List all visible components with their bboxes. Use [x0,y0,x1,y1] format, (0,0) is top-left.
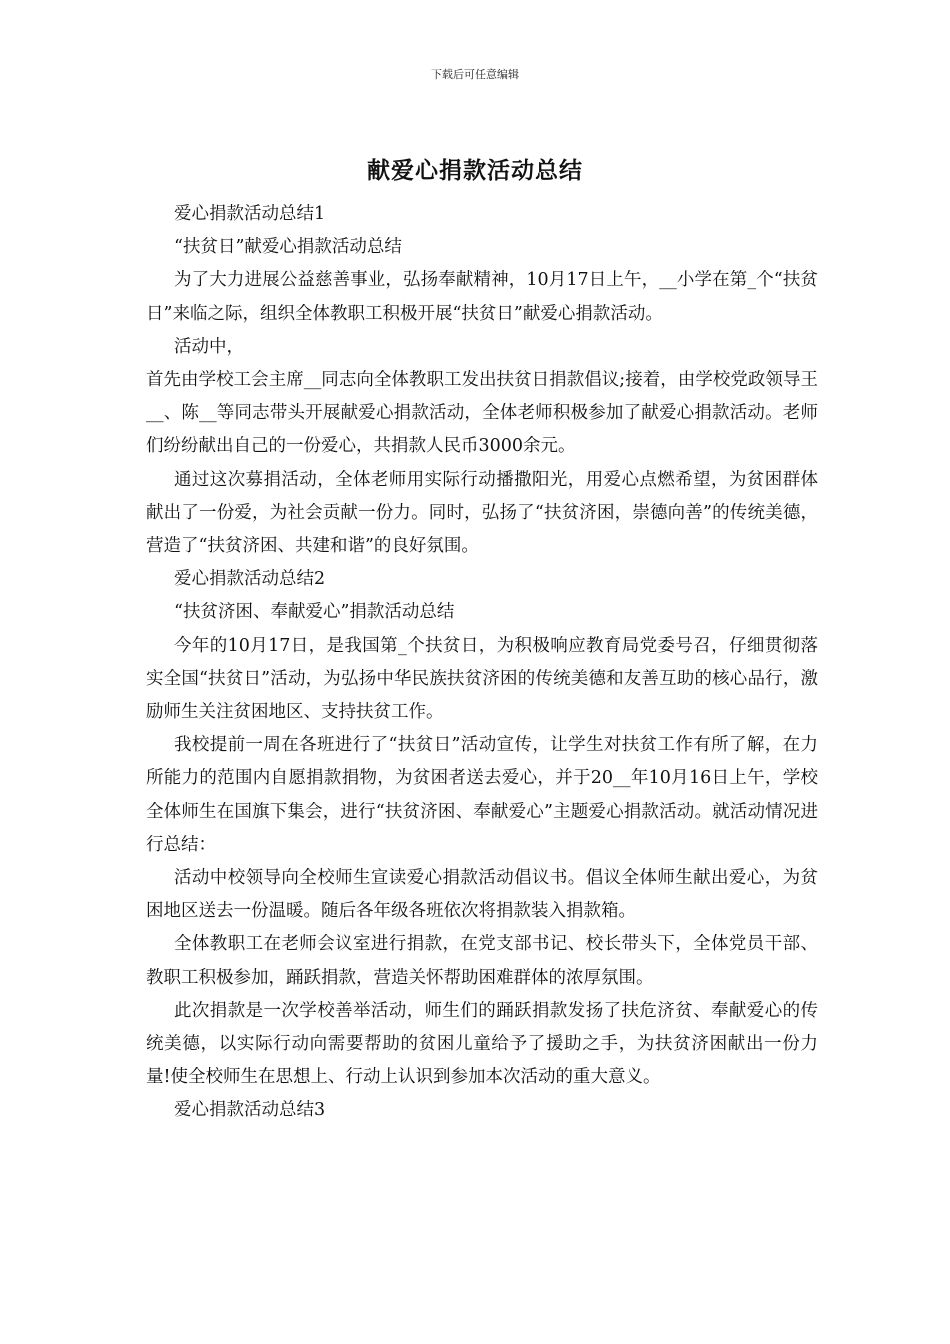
paragraph: 活动中， [174,336,244,357]
document-title: 献爱心捐款活动总结 [367,157,583,184]
paragraph: 全体教职工在老师会议室进行捐款，在党支部书记、校长带头下，全体党员干部、教职工积极参加，踊跃捐款，营造关怀帮助困难群体的浓厚氛围。 [146,934,818,988]
paragraph: 通过这次募捐活动，全体老师用实际行动播撒阳光，用爱心点燃希望，为贫困群体献出了一份爱，为社会贡献一份力。同时，弘扬了“扶贫济困，崇德向善”的传统美德，营造了“扶贫济困、共建和谐”的良好氛围。 [146,469,818,557]
subtitle-2: “扶贫济困、奉献爱心”捐款活动总结 [174,602,455,623]
paragraph: 为了大力进展公益慈善事业，弘扬奉献精神，10月17日上午，__小学在第_个“扶贫日”来临之际，组织全体教职工积极开展“扶贫日”献爱心捐款活动。 [146,270,818,324]
section-heading-1: 爱心捐款活动总结1 [174,204,326,224]
section-heading-3: 爱心捐款活动总结3 [174,1100,326,1121]
paragraph: 首先由学校工会主席__同志向全体教职工发出扶贫日捐款倡议;接着，由学校党政领导王__、陈__等同志带头开展献爱心捐款活动，全体老师积极参加了献爱心捐款活动。老师们纷纷献出自己的一份爱心，共捐款人民币3000余元。 [146,370,818,457]
paragraph: 今年的10月17日，是我国第_个扶贫日，为积极响应教育局党委号召，仔细贯彻落实全国“扶贫日”活动，为弘扬中华民族扶贫济困的传统美德和友善互助的核心品行，激励师生关注贫困地区、支持扶贫工作。 [146,635,818,723]
header-note: 下载后可任意编辑 [431,68,519,81]
section-heading-2: 爱心捐款活动总结2 [174,569,326,590]
paragraph: 我校提前一周在各班进行了“扶贫日”活动宣传，让学生对扶贫工作有所了解，在力所能力的范围内自愿捐款捐物，为贫困者送去爱心，并于20__年10月16日上午，学校全体师生在国旗下集会，进行“扶贫济困、奉献爱心”主题爱心捐款活动。就活动情况进行总结： [146,735,818,855]
subtitle-1: “扶贫日”献爱心捐款活动总结 [174,237,402,258]
paragraph: 活动中校领导向全校师生宣读爱心捐款活动倡议书。倡议全体师生献出爱心，为贫困地区送去一份温暖。随后各年级各班依次将捐款装入捐款箱。 [146,868,818,922]
paragraph: 此次捐款是一次学校善举活动，师生们的踊跃捐款发扬了扶危济贫、奉献爱心的传统美德，以实际行动向需要帮助的贫困儿童给予了援助之手，为扶贫济困献出一份力量!使全校师生在思想上、行动上认识到参加本次活动的重大意义。 [146,1000,818,1088]
document-body [146,198,818,1128]
